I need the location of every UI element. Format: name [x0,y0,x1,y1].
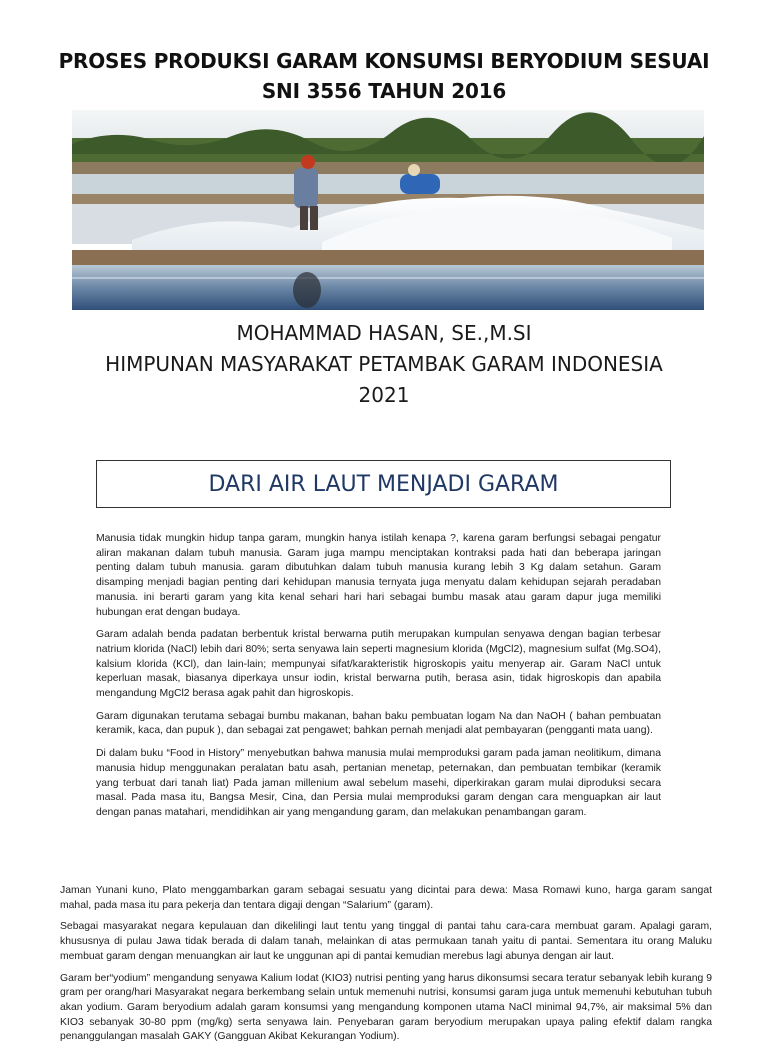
paragraph: Garam digunakan terutama sebagai bumbu makanan, bahan baku pembuatan logam Na dan NaOH ( bahan pembuatan keramik, kaca, dan pupuk ), dan sebagai zat pengawet; bahkan pernah menjadi alat pembayaran (pengganti mata uang). [96,710,661,737]
paragraph: Di dalam buku “Food in History” menyebutkan bahwa manusia mulai memproduksi garam pada jaman neolitikum, dimana manusia hidup menggunakan peralatan batu asah, pertanian menetap, peternakan, dan pembuatan tembikar (keramik yang terbuat dari tanah liat) Pada jaman millenium awal sebelum masehi, diperkirakan garam mulai diproduksi secara masal. Pada masa itu, Bangsa Mesir, Cina, dan Persia mulai memproduksi garam dengan cara menguapkan air laut dengan panas matahari, mendidihkan air yang mengandung garam, dan melakukan penambangan garam. [96,748,661,818]
author-block [40,318,728,411]
author-organization: HIMPUNAN MASYARAKAT PETAMBAK GARAM INDONESIA [105,352,663,376]
salt-farm-photo [72,110,704,310]
main-text [96,532,661,829]
author-name: MOHAMMAD HASAN, SE.,M.SI [236,321,532,345]
paragraph: Garam adalah benda padatan berbentuk kristal berwarna putih merupakan kumpulan senyawa dengan bagian terbesar natrium klorida (NaCl) lebih dari 80%; serta senyawa lain seperti magnesium klorida (MgCl2), magnesium sulfat (Mg.SO4), kalsium klorida (KCl), dan lain-lain; mempunyai sifat/karakteristik higroskopis yaitu menyerap air. Garam NaCl untuk keperluan masak, biasanya diperkaya unsur iodin, kristal berwarna putih, berasa asin, tidak higroskopis dan apabila mengandung MgCl2 berasa agak pahit dan higroskopis. [96,629,661,700]
paragraph: Manusia tidak mungkin hidup tanpa garam, mungkin hanya istilah kenapa ?, karena garam berfungsi sebagai pengatur aliran makanan dalam tubuh manusia. Garam juga mampu menciptakan kontraksi pada hati dan beberapa jaringan penting dalam tubuh manusia. garam dibutuhkan dalam tubuh manusia kurang lebih 3 Kg dalam setahun. Garam disamping menjadi bagian penting dari kehidupan manusia ternyata juga menyatu dalam kehidupan sejarah peradaban manusia. ini berarti garam yang kita kenal sehari hari hari sebagai bumbu masak atau garam dapur juga memiliki hubungan erat dengan budaya. [96,533,661,618]
section-heading-box [96,460,671,508]
publication-year: 2021 [358,383,410,407]
document-title [40,46,728,106]
lower-text [60,884,712,1052]
title-line-1: PROSES PRODUKSI GARAM KONSUMSI BERYODIUM SESUAI [58,49,710,73]
paragraph: Jaman Yunani kuno, Plato menggambarkan garam sebagai sesuatu yang dicintai para dewa: Masa Romawi kuno, harga garam sangat mahal, pada masa itu para pekerja dan tentara digaji dengan “Salarium” (garam). [60,885,712,911]
paragraph: Garam ber“yodium” mengandung senyawa Kalium Iodat (KIO3) nutrisi penting yang harus dikonsumsi secara teratur sebanyak lebih kurang 9 gram per orang/hari Masyarakat negara berkembang selain untuk memenuhi nutrisi, konsumsi garam juga untuk memenuhi kebutuhan tubuh akan yodium. Garam beryodium adalah garam konsumsi yang mengandung komponen utama NaCl minimal 94,7%, air maksimal 5% dan KIO3 sebanyak 30-80 ppm (mg/kg) serta senyawa lain. Penyebaran garam beryodium merupakan upaya paling efektif dalam rangka penanggulangan masalah GAKY (Gangguan Akibat Kekurangan Yodium). [60,972,712,1043]
section-heading: DARI AIR LAUT MENJADI GARAM [208,471,559,497]
paragraph: Sebagai masyarakat negara kepulauan dan dikelilingi laut tentu yang tinggal di pantai tahu cara-cara membuat garam. Apalagi garam, khususnya di pulau Jawa tidak berada di dalam tanah, melainkan di atas permukaan tanah yaitu di pantai. Sementara itu orang Maluku membuat garam dengan menuangkan air laut ke unggunan api di pantai kemudian merebus lagi abunya dengan air laut. [60,921,712,962]
title-line-2: SNI 3556 TAHUN 2016 [261,79,507,103]
